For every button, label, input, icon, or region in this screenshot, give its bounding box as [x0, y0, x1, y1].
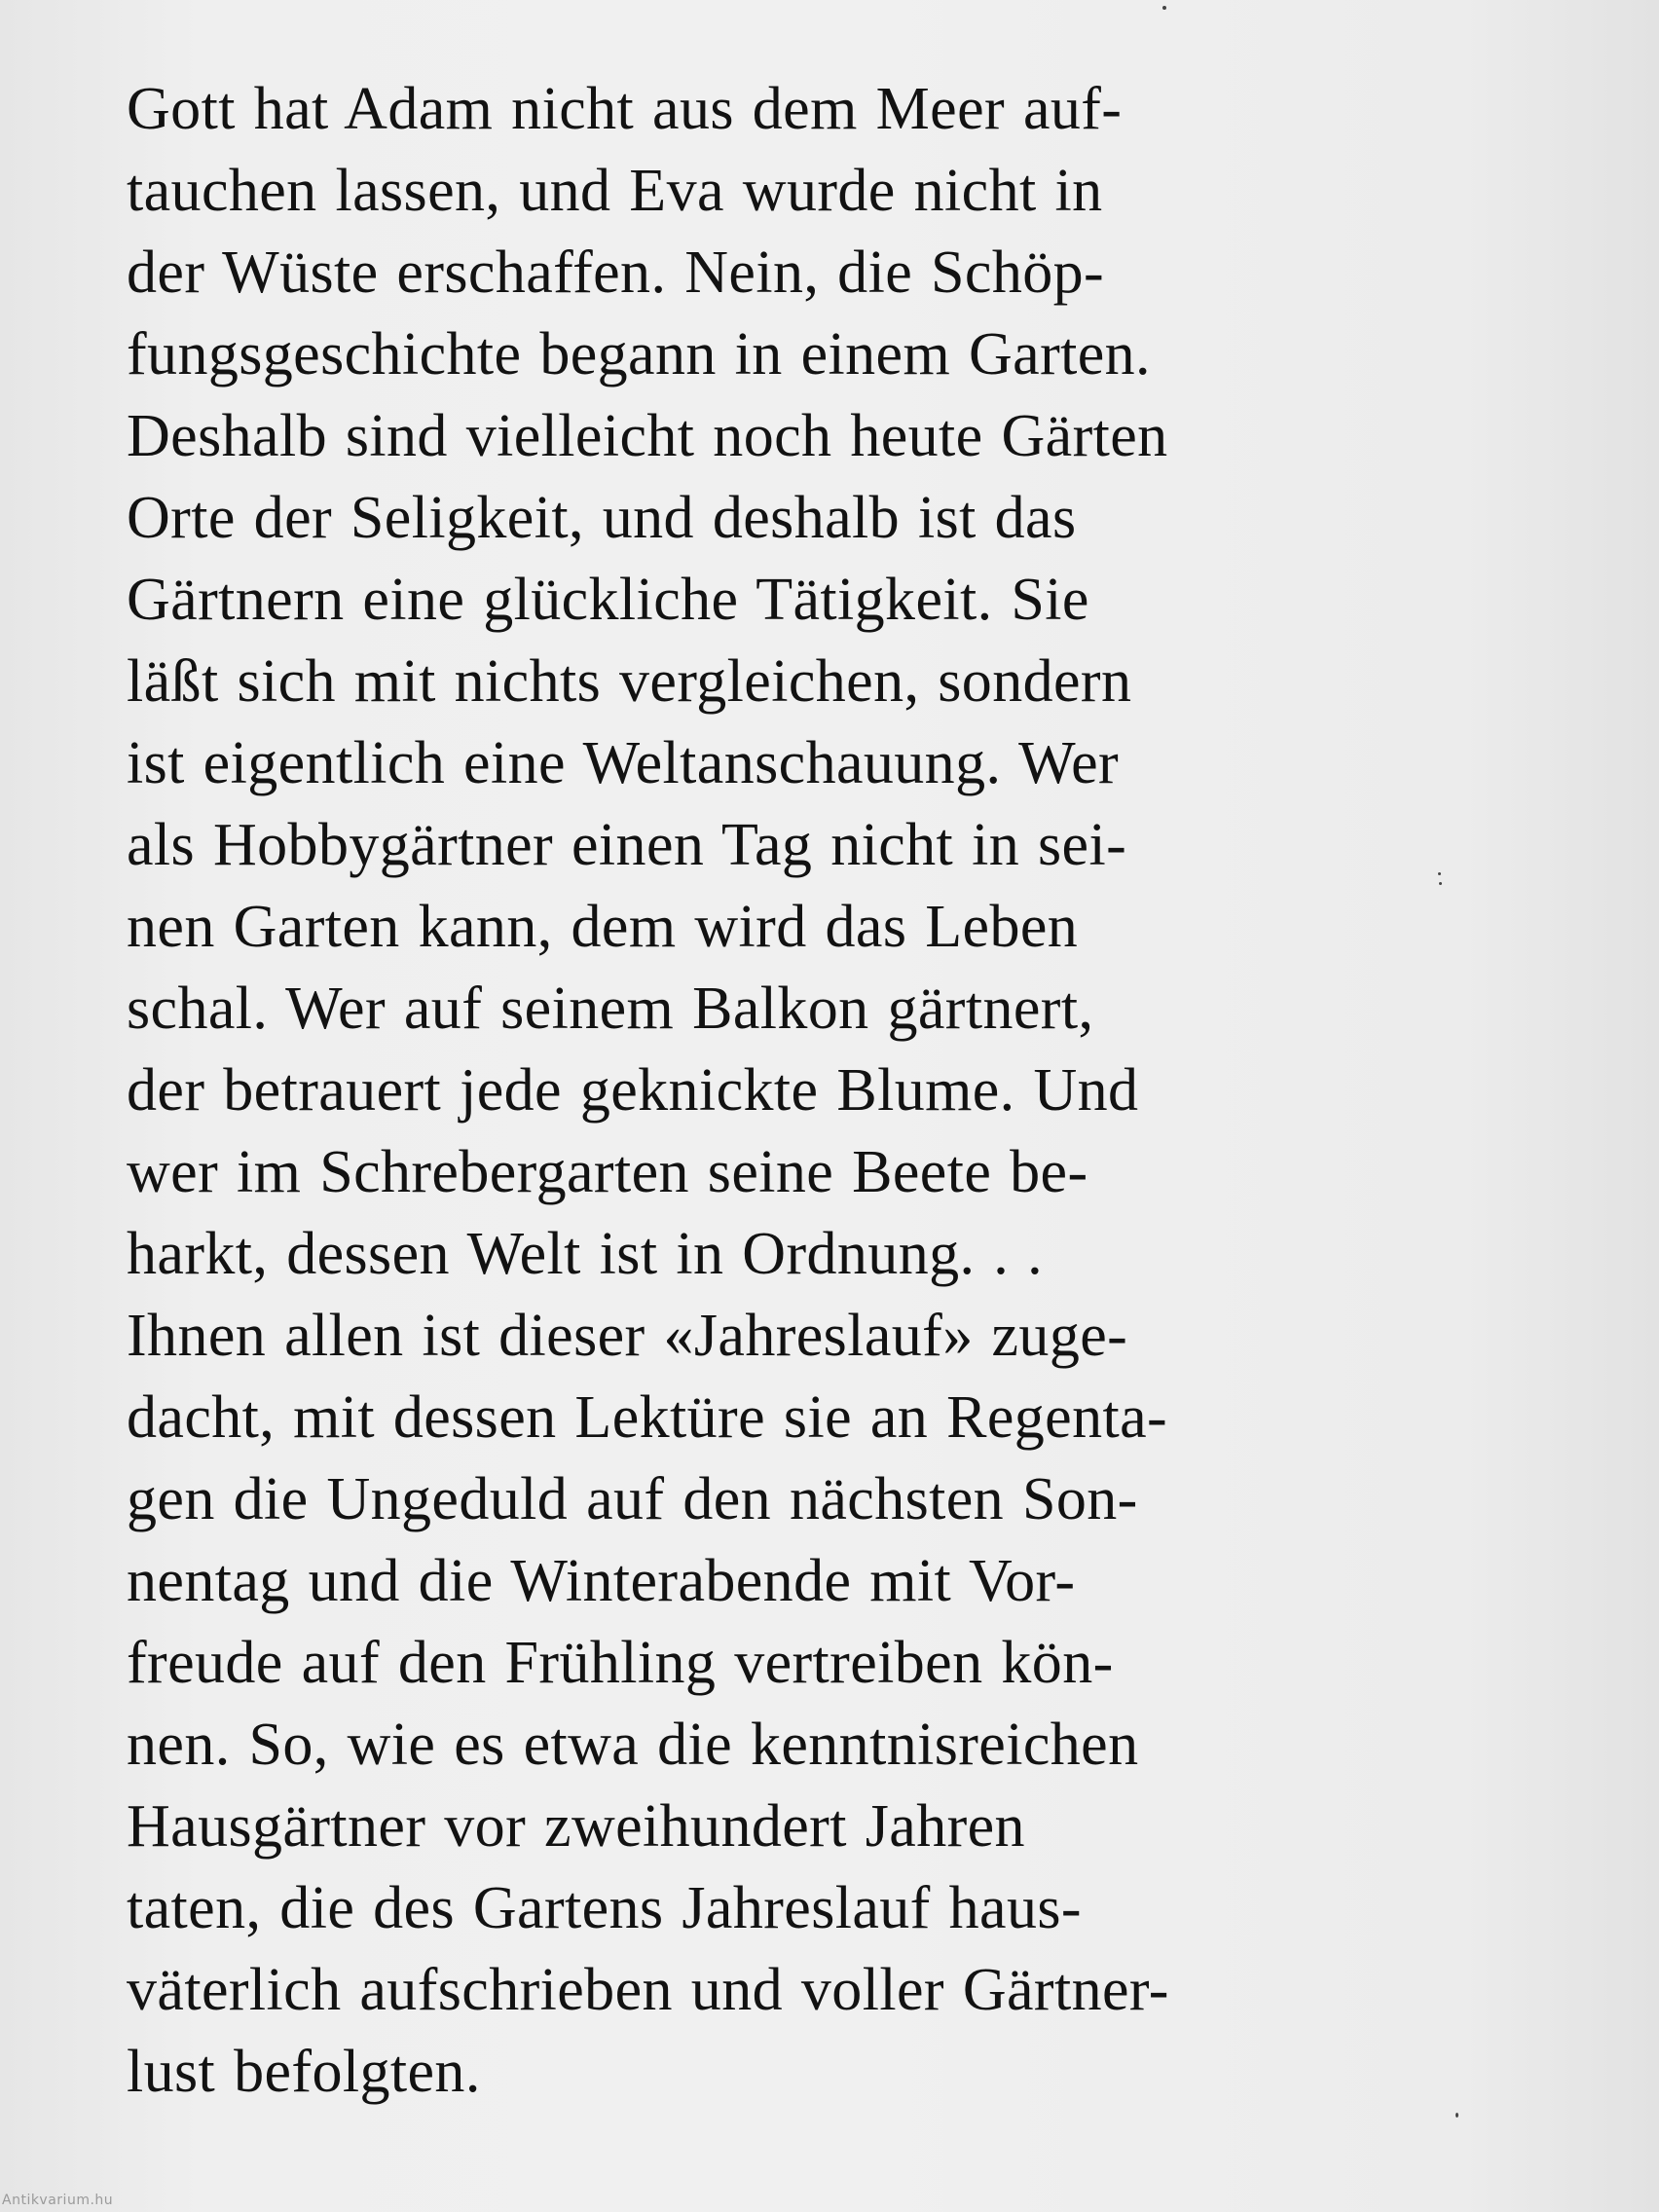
- text-line: harkt, dessen Welt ist in Ordnung. . .: [127, 1221, 1044, 1287]
- text-line: freude auf den Frühling vertreiben kön-: [127, 1630, 1114, 1696]
- text-line: gen die Ungeduld auf den nächsten Son-: [127, 1466, 1138, 1532]
- watermark-text: Antikvarium.hu: [2, 2193, 114, 2208]
- text-line: wer im Schrebergarten seine Beete be-: [127, 1139, 1088, 1205]
- text-line: schal. Wer auf seinem Balkon gärtnert,: [127, 976, 1094, 1042]
- text-line: nen Garten kann, dem wird das Leben: [127, 894, 1079, 960]
- text-line: dacht, mit dessen Lektüre sie an Regenta-: [127, 1384, 1168, 1451]
- text-line: Ihnen allen ist dieser «Jahreslauf» zuge-: [127, 1303, 1128, 1369]
- text-line: Gott hat Adam nicht aus dem Meer auf-: [127, 76, 1123, 142]
- text-line: nen. So, wie es etwa die kenntnisreichen: [127, 1712, 1139, 1778]
- dust-speck: [1456, 2113, 1458, 2118]
- dust-speck: [1162, 6, 1166, 10]
- text-line: lust befolgten.: [127, 2039, 481, 2105]
- text-line: als Hobbygärtner einen Tag nicht in sei-: [127, 812, 1127, 878]
- text-line: läßt sich mit nichts vergleichen, sondern: [127, 648, 1132, 715]
- text-line: taten, die des Gartens Jahreslauf haus-: [127, 1875, 1082, 1941]
- text-line: Gärtnern eine glückliche Tätigkeit. Sie: [127, 567, 1089, 633]
- text-line: tauchen lassen, und Eva wurde nicht in: [127, 158, 1103, 224]
- text-line: nentag und die Winterabende mit Vor-: [127, 1548, 1076, 1614]
- text-line: der betrauert jede geknickte Blume. Und: [127, 1057, 1139, 1124]
- dust-speck: [1438, 872, 1441, 875]
- body-text: [127, 68, 1645, 2113]
- dust-speck: [1439, 882, 1442, 885]
- text-line: ist eigentlich eine Weltanschauung. Wer: [127, 730, 1120, 796]
- text-line: fungsgeschichte begann in einem Garten.: [127, 321, 1151, 387]
- text-line: der Wüste erschaffen. Nein, die Schöp-: [127, 240, 1105, 306]
- text-line: Deshalb sind vielleicht noch heute Gärten: [127, 403, 1168, 469]
- text-line: Hausgärtner vor zweihundert Jahren: [127, 1793, 1025, 1860]
- text-line: Orte der Seligkeit, und deshalb ist das: [127, 485, 1077, 551]
- text-line: väterlich aufschrieben und voller Gärtner-: [127, 1957, 1169, 2023]
